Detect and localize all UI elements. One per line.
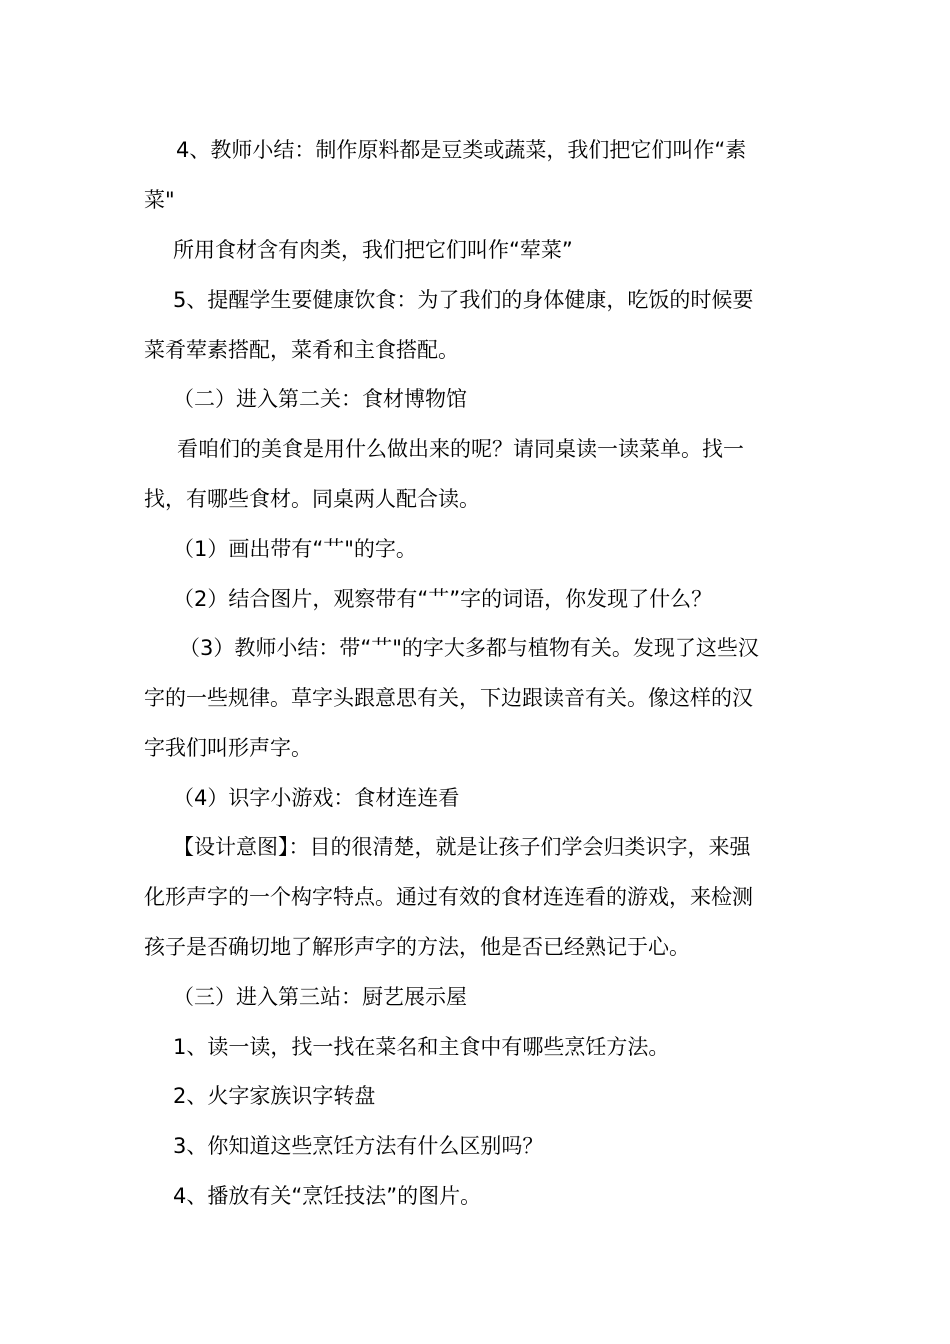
text-line: （1）画出带有“艹"的字。 bbox=[173, 537, 417, 561]
text-line: 找，有哪些食材。同桌两人配合读。 bbox=[144, 487, 480, 511]
text-line: 化形声字的一个构字特点。通过有效的食材连连看的游戏，来检测 bbox=[144, 885, 753, 909]
text-line: （3）教师小结：带“艹"的字大多都与植物有关。发现了这些汉 bbox=[179, 636, 759, 660]
text-line: 5、提醒学生要健康饮食：为了我们的身体健康，吃饭的时候要 bbox=[173, 288, 754, 312]
section-heading: （二）进入第二关：食材博物馆 bbox=[173, 387, 467, 411]
text-line: （2）结合图片，观察带有“艹”字的词语，你发现了什么？ bbox=[173, 587, 713, 611]
text-line: 1、读一读，找一找在菜名和主食中有哪些烹饪方法。 bbox=[173, 1035, 670, 1059]
text-line: 4、播放有关“烹饪技法”的图片。 bbox=[173, 1184, 482, 1208]
text-line: （4）识字小游戏：食材连连看 bbox=[173, 786, 460, 810]
text-line: 字我们叫形声字。 bbox=[144, 736, 312, 760]
text-line: 【设计意图】：目的很清楚，就是让孩子们学会归类识字，来强 bbox=[173, 835, 751, 859]
text-line: 菜肴荤素搭配，菜肴和主食搭配。 bbox=[144, 338, 459, 362]
text-line: 孩子是否确切地了解形声字的方法，他是否已经熟记于心。 bbox=[144, 935, 690, 959]
section-heading: （三）进入第三站：厨艺展示屋 bbox=[173, 985, 467, 1009]
text-line: 3、你知道这些烹饪方法有什么区别吗？ bbox=[173, 1134, 544, 1158]
text-line: 所用食材含有肉类，我们把它们叫作“荤菜” bbox=[173, 238, 573, 262]
text-line: 字的一些规律。草字头跟意思有关，下边跟读音有关。像这样的汉 bbox=[144, 686, 753, 710]
text-line: 看咱们的美食是用什么做出来的呢？请同桌读一读菜单。找一 bbox=[177, 437, 744, 461]
text-line: 4、教师小结：制作原料都是豆类或蔬菜，我们把它们叫作“素 bbox=[176, 138, 747, 162]
text-line: 2、火字家族识字转盘 bbox=[173, 1084, 376, 1108]
text-line: 菜" bbox=[144, 188, 175, 212]
